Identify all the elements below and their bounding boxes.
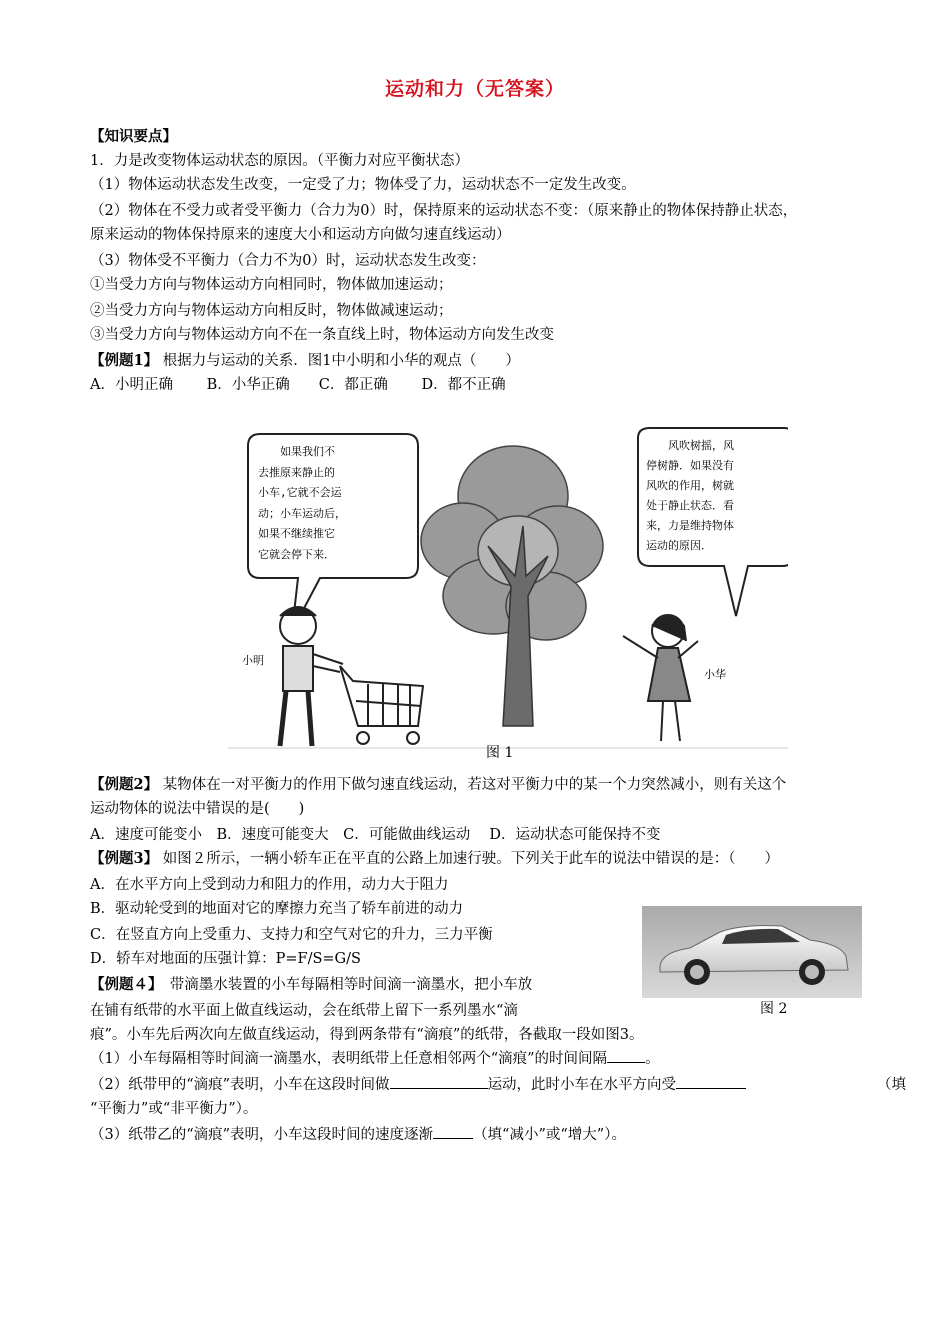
example-3-option-a: A．在水平方向上受到动力和阻力的作用，动力大于阻力 (90, 877, 449, 893)
figure-2 (642, 906, 862, 1016)
example-3-question (90, 848, 779, 870)
example-4-label: 【例题４】 (90, 976, 156, 993)
bubble-right-line: 来，力是维持物体 (646, 519, 734, 532)
example-1-options: A．小明正确 B．小华正确 C．都正确 D．都不正确 (90, 377, 506, 393)
q1-text: （1）小车每隔相等时间滴一滴墨水，表明纸带上任意相邻两个“滴痕”的时间间隔 (90, 1051, 608, 1067)
page-title: 运动和力（无答案） (384, 78, 565, 100)
bubble-left-line: 如果不继续推它 (258, 527, 335, 540)
bubble-left-line: 去推原来静止的 (258, 465, 335, 479)
q2-text-c: （填 (877, 1077, 906, 1093)
bubble-left-line: 它就会停下来． (258, 547, 335, 561)
example-4-question-c: 痕”。小车先后两次向左做直线运动，得到两条带有“滴痕”的纸带，各截取一段如图3。 (90, 1027, 644, 1043)
example-3-text: 如图２所示，一辆小轿车正在平直的公路上加速行驶。下列关于此车的说法中错误的是：（ ） (158, 851, 779, 867)
figure-1-caption: 图 1 (486, 745, 514, 761)
example-2-question-a (90, 774, 786, 796)
figure-2-car-image (642, 906, 862, 998)
example-4-question-b: 在铺有纸带的水平面上做直线运动，会在纸带上留下一系列墨水“滴 (90, 1003, 518, 1019)
bubble-right (646, 436, 786, 556)
example-3-label: 【例题3】 (90, 850, 159, 867)
example-2-question-b: 运动物体的说法中错误的是( ) (90, 801, 305, 817)
example-2-text: 某物体在一对平衡力的作用下做匀速直线运动，若这对平衡力中的某一个力突然减小，则有关这个 (158, 777, 787, 793)
q3-blank[interactable] (433, 1124, 473, 1139)
knowledge-heading: 【知识要点】 (90, 128, 177, 145)
example-4-text: 带滴墨水装置的小车每隔相等时间滴一滴墨水，把小车放 (155, 977, 533, 993)
example-4-q1 (90, 1048, 660, 1070)
example-3-option-b: B．驱动轮受到的地面对它的摩擦力充当了轿车前进的动力 (90, 901, 464, 917)
q3-text-b: （填“减小”或“增大”）。 (473, 1127, 626, 1143)
bubble-left-line: 动；小车运动后， (258, 506, 346, 520)
example-4-question-a (90, 974, 532, 996)
knowledge-point-5: ①当受力方向与物体运动方向相同时，物体做加速运动； (90, 277, 453, 293)
label-xiaoming: 小明 (242, 654, 264, 667)
knowledge-point-1: 1．力是改变物体运动状态的原因。（平衡力对应平衡状态） (90, 153, 469, 169)
example-1-label: 【例题1】 (90, 352, 159, 369)
example-3-option-d: D．轿车对地面的压强计算：P=F/S=G/S (90, 951, 361, 967)
knowledge-point-6: ②当受力方向与物体运动方向相反时，物体做减速运动； (90, 303, 453, 319)
q3-text-a: （3）纸带乙的“滴痕”表明，小车这段时间的速度逐渐 (90, 1127, 434, 1143)
example-1-text: 根据力与运动的关系．图1中小明和小华的观点（ ） (158, 353, 520, 369)
example-1-question (90, 350, 520, 372)
q1-blank[interactable] (607, 1048, 645, 1063)
knowledge-point-7: ③当受力方向与物体运动方向不在一条直线上时，物体运动方向发生改变 (90, 327, 554, 343)
example-3-option-c: C．在竖直方向上受重力、支持力和空气对它的升力，三力平衡 (90, 927, 493, 943)
q1-end: 。 (645, 1051, 660, 1067)
bubble-right-line: 风吹树摇，风 (668, 439, 734, 452)
example-2-options: A．速度可能变小 B．速度可能变大 C．可能做曲线运动 D．运动状态可能保持不变 (90, 827, 661, 843)
q2-blank-1[interactable] (390, 1074, 488, 1089)
bubble-right-line: 运动的原因． (646, 539, 712, 552)
bubble-left-line: 小车,它就不会运 (258, 486, 342, 499)
example-2-label: 【例题2】 (90, 776, 159, 793)
bubble-left (258, 442, 413, 565)
example-4-q2 (90, 1074, 906, 1096)
bubble-right-line: 停树静．如果没有 (646, 459, 734, 472)
knowledge-point-3a: （2）物体在不受力或者受平衡力（合力为0）时，保持原来的运动状态不变：（原来静止的物体保持静止状态， (90, 203, 798, 219)
q2-text-a: （2）纸带甲的“滴痕”表明，小车在这段时间做 (90, 1077, 390, 1093)
q2-blank-2[interactable] (676, 1074, 746, 1089)
example-4-q3 (90, 1124, 626, 1146)
knowledge-point-2: （1）物体运动状态发生改变，一定受了力；物体受了力，运动状态不一定发生改变。 (90, 177, 636, 193)
knowledge-point-4: （3）物体受不平衡力（合力不为0）时，运动状态发生改变： (90, 253, 486, 269)
label-xiaohua: 小华 (704, 668, 726, 681)
bubble-right-line: 风吹的作用，树就 (646, 479, 734, 492)
figure-2-caption: 图 2 (760, 1001, 788, 1017)
knowledge-point-3b: 原来运动的物体保持原来的速度大小和运动方向做匀速直线运动） (90, 227, 511, 243)
q2-text-b: 运动，此时小车在水平方向受 (487, 1077, 677, 1093)
figure-1 (228, 426, 788, 762)
example-4-q2-cont: “平衡力”或“非平衡力”）。 (90, 1101, 258, 1117)
bubble-left-line: 如果我们不 (280, 445, 335, 458)
bubble-right-line: 处于静止状态．看 (646, 499, 734, 512)
